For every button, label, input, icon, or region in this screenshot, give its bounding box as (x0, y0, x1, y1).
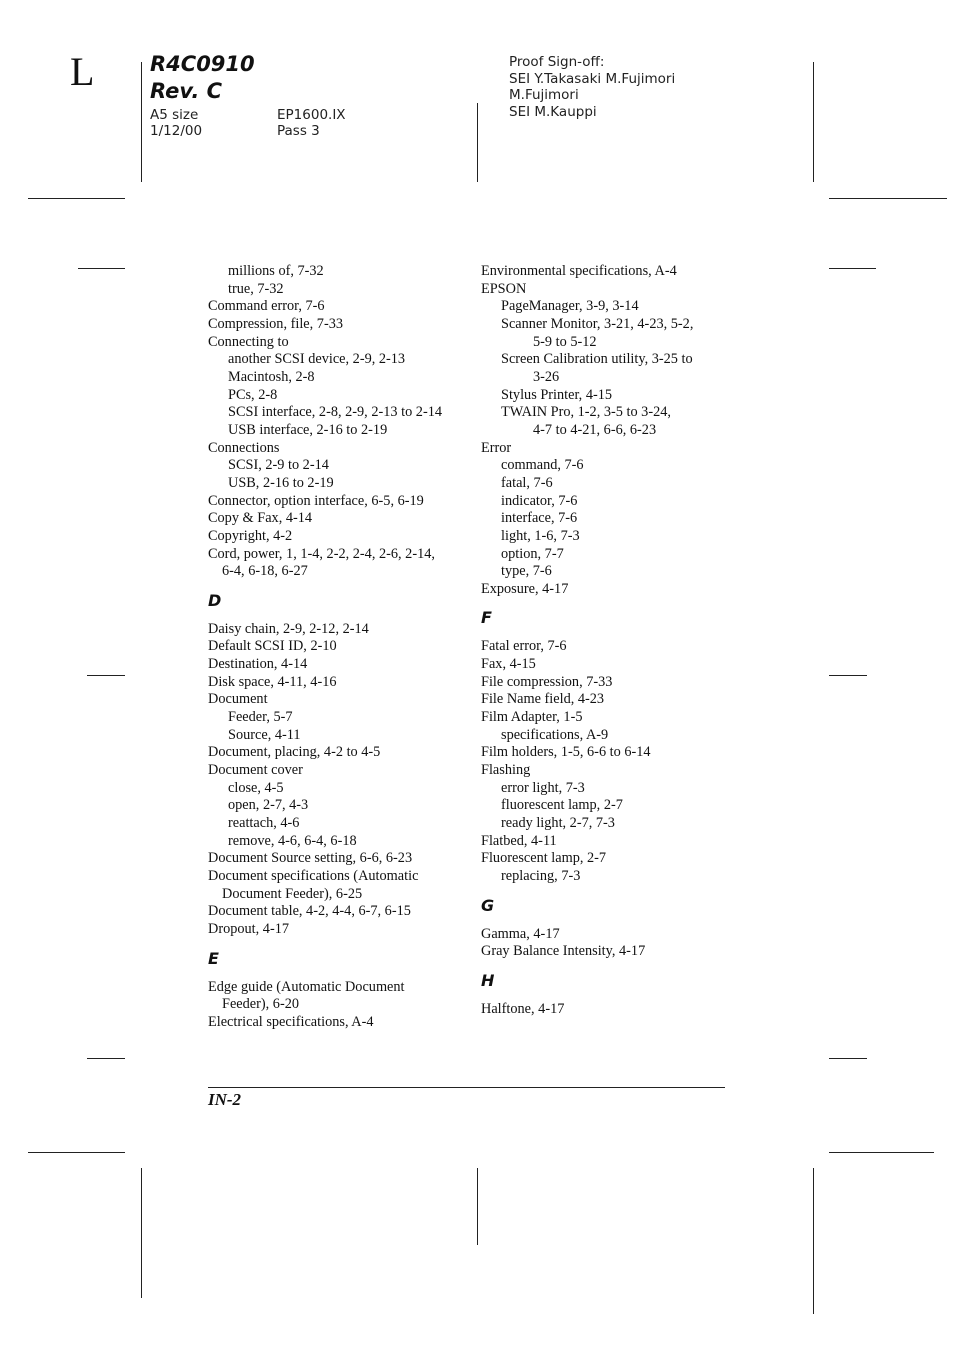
index-entry: File Name field, 4-23 (481, 691, 605, 708)
document-model-revision (150, 51, 255, 105)
index-entry: open, 2-7, 4-3 (228, 797, 309, 814)
proof-signoff (509, 54, 675, 120)
crop-mark (477, 103, 478, 182)
index-entry: USB interface, 2-16 to 2-19 (228, 421, 388, 438)
footer-rule (208, 1087, 725, 1088)
index-entry: Cord, power, 1, 1-4, 2-2, 2-4, 2-6, 2-14, (208, 545, 435, 562)
crop-mark (829, 1058, 867, 1059)
index-entry: Scanner Monitor, 3-21, 4-23, 5-2, (501, 315, 694, 332)
index-entry: Film Adapter, 1-5 (481, 709, 583, 726)
index-entry: Electrical specifications, A-4 (208, 1013, 374, 1030)
index-entry: Dropout, 4-17 (208, 920, 290, 937)
index-entry: Film holders, 1-5, 6-6 to 6-14 (481, 744, 651, 761)
proof-line: M.Fujimori (509, 87, 579, 103)
crop-mark (829, 198, 947, 199)
index-entry: Compression, file, 7-33 (208, 315, 344, 332)
index-section-letter: F (481, 608, 492, 628)
crop-mark (829, 675, 867, 676)
crop-mark (78, 268, 125, 269)
index-entry: Document, placing, 4-2 to 4-5 (208, 744, 381, 761)
page-number: IN-2 (208, 1090, 242, 1109)
paper-size: A5 size (150, 107, 199, 123)
index-entry: Gray Balance Intensity, 4-17 (481, 943, 646, 960)
index-entry: Document cover (208, 762, 303, 779)
index-entry: Source, 4-11 (228, 726, 301, 743)
index-entry: millions of, 7-32 (228, 263, 324, 279)
model-code: R4C0910 (150, 52, 255, 76)
index-entry: Disk space, 4-11, 4-16 (208, 673, 337, 690)
index-entry: SCSI, 2-9 to 2-14 (228, 457, 329, 474)
index-entry: PageManager, 3-9, 3-14 (501, 298, 639, 315)
index-entry: Flashing (481, 762, 531, 779)
crop-mark (829, 268, 876, 269)
index-entry: Feeder), 6-20 (222, 996, 300, 1013)
index-entry: Document (208, 691, 268, 708)
index-entry: ready light, 2-7, 7-3 (501, 815, 615, 832)
index-entry: Gamma, 4-17 (481, 925, 560, 942)
crop-mark (813, 1168, 814, 1314)
index-entry: Edge guide (Automatic Document (208, 978, 405, 995)
index-entry: command, 7-6 (501, 457, 584, 474)
crop-mark (813, 62, 814, 182)
index-entry: Daisy chain, 2-9, 2-12, 2-14 (208, 620, 369, 637)
corner-mark-letter: L (70, 49, 95, 94)
index-section-letter: G (481, 895, 495, 915)
index-entry: Environmental specifications, A-4 (481, 263, 677, 279)
index-entry: Copyright, 4-2 (208, 527, 293, 544)
index-entry: Document table, 4-2, 4-4, 6-7, 6-15 (208, 903, 411, 920)
print-date: 1/12/00 (150, 123, 203, 139)
index-column-right (481, 263, 741, 1019)
index-entry: indicator, 7-6 (501, 492, 578, 509)
index-entry: Exposure, 4-17 (481, 580, 569, 597)
proof-line: Proof Sign-off: (509, 54, 605, 70)
index-entry: another SCSI device, 2-9, 2-13 (228, 351, 406, 368)
index-entry: remove, 4-6, 6-4, 6-18 (228, 832, 357, 849)
index-entry: Connector, option interface, 6-5, 6-19 (208, 492, 424, 509)
index-entry: Fax, 4-15 (481, 656, 536, 673)
index-entry: SCSI interface, 2-8, 2-9, 2-13 to 2-14 (228, 404, 443, 421)
index-section-letter: E (208, 948, 219, 968)
index-entry: 5-9 to 5-12 (533, 333, 597, 350)
index-entry: light, 1-6, 7-3 (501, 527, 580, 544)
index-entry: Connecting to (208, 333, 289, 350)
index-entry: USB, 2-16 to 2-19 (228, 474, 334, 491)
index-entry: option, 7-7 (501, 545, 564, 562)
crop-mark (87, 1058, 125, 1059)
crop-mark (28, 198, 125, 199)
index-entry: EPSON (481, 280, 527, 297)
crop-mark (141, 62, 142, 182)
index-column-left (208, 263, 473, 1032)
crop-mark (87, 675, 125, 676)
index-entry: fatal, 7-6 (501, 474, 553, 491)
index-entry: error light, 7-3 (501, 779, 585, 796)
index-entry: File compression, 7-33 (481, 673, 613, 690)
index-entry: interface, 7-6 (501, 510, 578, 527)
index-entry: 6-4, 6-18, 6-27 (222, 563, 308, 580)
crop-mark (477, 1168, 478, 1245)
index-entry: Screen Calibration utility, 3-25 to (501, 351, 693, 368)
index-entry: Macintosh, 2-8 (228, 368, 315, 385)
crop-mark (829, 1152, 934, 1153)
index-entry: Error (481, 439, 512, 456)
index-entry: Document Feeder), 6-25 (222, 885, 363, 902)
index-entry: Stylus Printer, 4-15 (501, 386, 613, 403)
index-entry: reattach, 4-6 (228, 815, 300, 832)
index-entry: Fatal error, 7-6 (481, 638, 567, 655)
index-entry: fluorescent lamp, 2-7 (501, 797, 623, 814)
proof-line: SEI M.Kauppi (509, 103, 597, 120)
index-entry: close, 4-5 (228, 779, 284, 796)
index-entry: Default SCSI ID, 2-10 (208, 638, 337, 655)
index-entry: Flatbed, 4-11 (481, 832, 557, 849)
crop-mark (141, 1168, 142, 1298)
pass-label: Pass 3 (277, 123, 320, 139)
index-entry: Document Source setting, 6-6, 6-23 (208, 850, 413, 867)
index-entry: Feeder, 5-7 (228, 709, 293, 726)
index-entry: type, 7-6 (501, 563, 552, 580)
index-entry: Document specifications (Automatic (208, 868, 419, 884)
index-entry: PCs, 2-8 (228, 386, 278, 403)
index-entry: Copy & Fax, 4-14 (208, 510, 313, 527)
index-entry: replacing, 7-3 (501, 868, 581, 884)
index-entry: Halftone, 4-17 (481, 1000, 565, 1017)
index-entry: true, 7-32 (228, 280, 284, 297)
proof-line: SEI Y.Takasaki M.Fujimori (509, 70, 676, 87)
index-section-letter: H (481, 970, 495, 990)
index-entry: Command error, 7-6 (208, 298, 325, 315)
index-entry: TWAIN Pro, 1-2, 3-5 to 3-24, (501, 404, 671, 421)
crop-mark (28, 1152, 125, 1153)
index-entry: Connections (208, 439, 280, 456)
index-entry: 3-26 (533, 368, 560, 385)
file-name: EP1600.IX (277, 107, 346, 123)
index-entry: 4-7 to 4-21, 6-6, 6-23 (533, 421, 657, 438)
index-entry: specifications, A-9 (501, 726, 609, 743)
index-entry: Fluorescent lamp, 2-7 (481, 850, 607, 867)
revision-label: Rev. C (150, 79, 223, 103)
index-entry: Destination, 4-14 (208, 656, 308, 673)
index-section-letter: D (208, 590, 222, 610)
